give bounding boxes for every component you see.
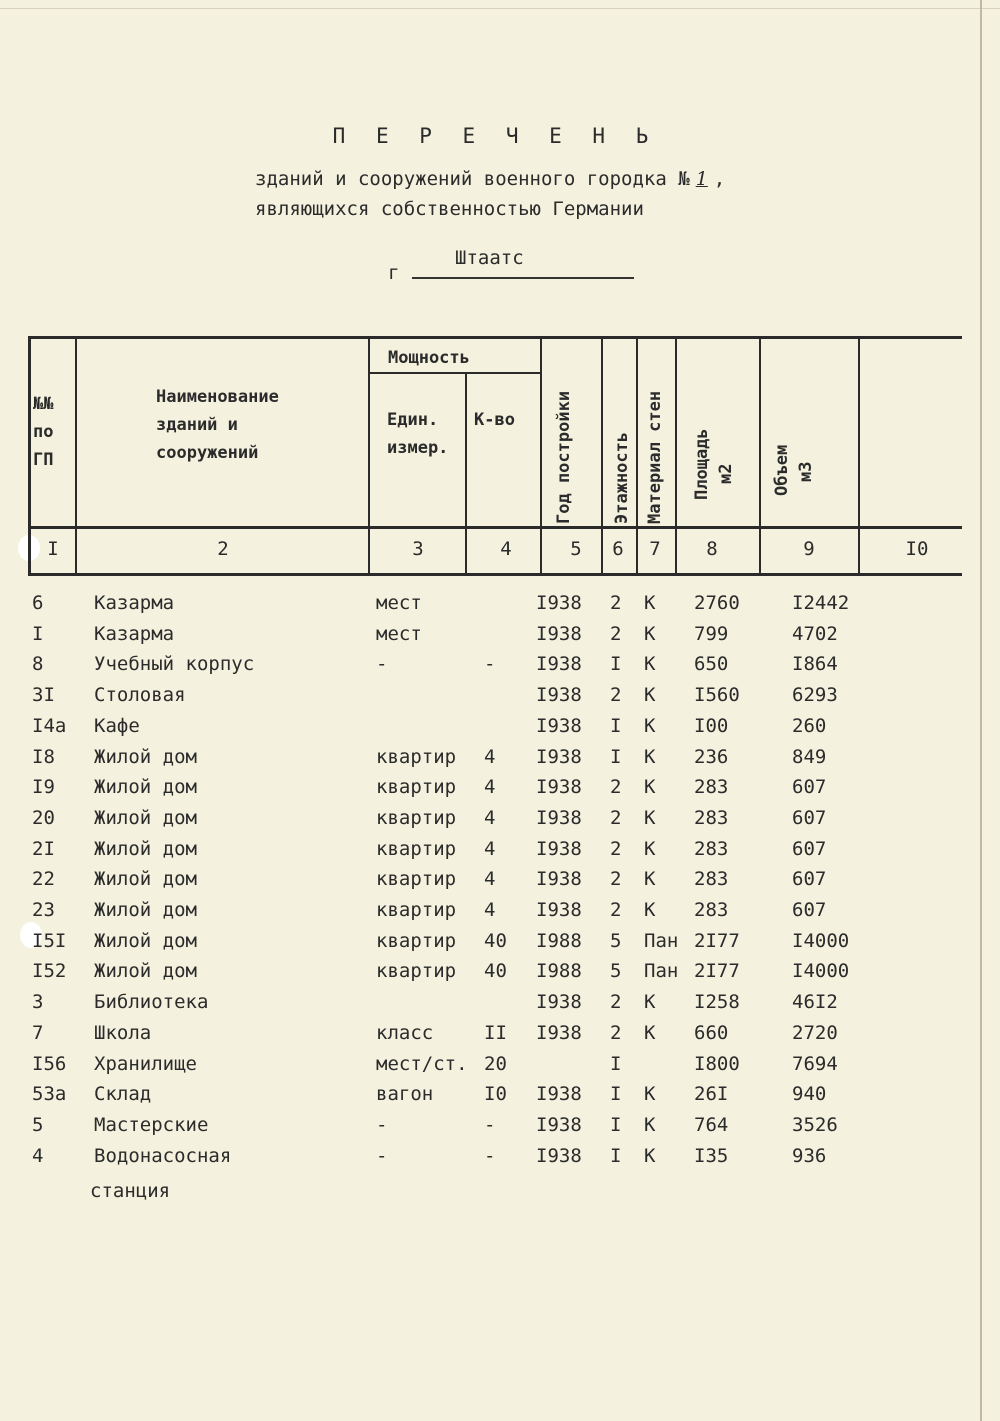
cell-num: 23 — [32, 899, 55, 921]
cell-name: Мастерские — [94, 1114, 209, 1136]
city-label: г — [388, 262, 400, 284]
cell-num: 53а — [32, 1083, 67, 1105]
cell-unit: квартир — [376, 960, 457, 982]
header-volume — [770, 445, 818, 496]
continuation-line: станция — [90, 1180, 171, 1202]
cell-floors: 2 — [610, 684, 622, 706]
col-line-10 — [858, 338, 860, 576]
cell-area: 283 — [694, 838, 729, 860]
cell-floors: 2 — [610, 991, 622, 1013]
cell-year: I938 — [536, 684, 582, 706]
cell-floors: 5 — [610, 930, 622, 952]
cell-year: I988 — [536, 960, 582, 982]
cell-num: 22 — [32, 868, 55, 890]
cell-year: I938 — [536, 592, 582, 614]
cell-name: Жилой дом — [94, 746, 197, 768]
paper-edge-right — [980, 0, 982, 1421]
cell-floors: I — [610, 1083, 622, 1105]
cell-volume: 607 — [792, 838, 827, 860]
cell-count: 4 — [484, 899, 496, 921]
cell-num: I — [32, 623, 44, 645]
cell-area: 2I77 — [694, 930, 740, 952]
cell-material: К — [644, 807, 656, 829]
cell-num: I52 — [32, 960, 67, 982]
header-name-line-1: Наименование — [156, 387, 279, 407]
document-title: П Е Р Е Ч Е Н Ь — [332, 124, 658, 148]
cell-num: 5 — [32, 1114, 44, 1136]
cell-floors: I — [610, 1053, 622, 1075]
cell-area: 799 — [694, 623, 729, 645]
cell-material: К — [644, 1114, 656, 1136]
cell-volume: 940 — [792, 1083, 827, 1105]
cell-volume: 7694 — [792, 1053, 838, 1075]
header-num-line-3: ГП — [33, 450, 54, 470]
cell-year: I938 — [536, 807, 582, 829]
cell-area: I800 — [694, 1053, 740, 1075]
cell-year: I988 — [536, 930, 582, 952]
cell-name: Водонасосная — [94, 1145, 232, 1167]
cell-name: Жилой дом — [94, 838, 197, 860]
header-unit-line-2: измер. — [387, 438, 449, 458]
cell-name: Хранилище — [94, 1053, 197, 1075]
column-number-5: 5 — [570, 538, 582, 560]
cell-num: I8 — [32, 746, 55, 768]
subtitle-line-2: являющихся собственностью Германии — [255, 198, 644, 220]
cell-area: 236 — [694, 746, 729, 768]
cell-area: I560 — [694, 684, 740, 706]
header-count: К-во — [474, 410, 515, 430]
cell-name: Школа — [94, 1022, 152, 1044]
subtitle-text: зданий и сооружений военного городка № — [255, 168, 690, 190]
cell-num: I9 — [32, 776, 55, 798]
cell-volume: 260 — [792, 715, 827, 737]
cell-area: 660 — [694, 1022, 729, 1044]
cell-year: I938 — [536, 838, 582, 860]
cell-year: I938 — [536, 868, 582, 890]
column-number-10: I0 — [905, 538, 929, 560]
cell-floors: I — [610, 653, 622, 675]
column-number-8: 8 — [706, 538, 718, 560]
cell-name: Учебный корпус — [94, 653, 255, 675]
cell-material: К — [644, 899, 656, 921]
cell-material: К — [644, 838, 656, 860]
cell-unit: квартир — [376, 930, 457, 952]
cell-area: 2I77 — [694, 960, 740, 982]
cell-material: К — [644, 991, 656, 1013]
cell-year: I938 — [536, 746, 582, 768]
cell-year: I938 — [536, 776, 582, 798]
cell-volume: 936 — [792, 1145, 827, 1167]
cell-name: Склад — [94, 1083, 152, 1105]
city-value: Штаатс — [455, 247, 524, 269]
cell-unit: квартир — [376, 838, 457, 860]
cell-unit: - — [376, 1145, 388, 1167]
cell-material: К — [644, 715, 656, 737]
cell-unit: - — [376, 1114, 388, 1136]
cell-num: 7 — [32, 1022, 44, 1044]
header-year: Год постройки — [554, 390, 574, 524]
header-num — [33, 390, 53, 474]
col-line-4 — [465, 372, 467, 576]
cell-year: I938 — [536, 899, 582, 921]
cell-volume: 607 — [792, 776, 827, 798]
cell-floors: I — [610, 746, 622, 768]
cell-unit: мест/ст. — [376, 1053, 468, 1075]
cell-area: I35 — [694, 1145, 729, 1167]
header-area-line-2: м2 — [716, 463, 736, 484]
cell-count: - — [484, 653, 496, 675]
cell-area: 764 — [694, 1114, 729, 1136]
cell-num: I4а — [32, 715, 67, 737]
cell-name: Жилой дом — [94, 776, 197, 798]
cell-material: К — [644, 776, 656, 798]
cell-floors: 2 — [610, 899, 622, 921]
cell-floors: 2 — [610, 868, 622, 890]
cell-volume: 4702 — [792, 623, 838, 645]
cell-floors: 2 — [610, 776, 622, 798]
cell-floors: 2 — [610, 623, 622, 645]
cell-volume: I864 — [792, 653, 838, 675]
cell-name: Жилой дом — [94, 868, 197, 890]
column-number-9: 9 — [803, 538, 815, 560]
cell-unit: мест — [376, 592, 422, 614]
cell-floors: 2 — [610, 838, 622, 860]
column-number-4: 4 — [500, 538, 512, 560]
cell-count: - — [484, 1114, 496, 1136]
cell-name: Жилой дом — [94, 807, 197, 829]
cell-floors: 2 — [610, 1022, 622, 1044]
town-number: 1 — [695, 168, 708, 190]
cell-volume: 849 — [792, 746, 827, 768]
cell-count: 4 — [484, 776, 496, 798]
cell-count: 20 — [484, 1053, 507, 1075]
cell-name: Жилой дом — [94, 930, 197, 952]
cell-unit: квартир — [376, 776, 457, 798]
cell-material: Пан — [644, 930, 679, 952]
cell-year: I938 — [536, 1114, 582, 1136]
cell-volume: 46I2 — [792, 991, 838, 1013]
col-line-8 — [675, 338, 677, 576]
cell-num: 3 — [32, 991, 44, 1013]
cell-material: К — [644, 868, 656, 890]
header-capacity: Мощность — [388, 348, 470, 368]
cell-material: К — [644, 746, 656, 768]
cell-unit: квартир — [376, 807, 457, 829]
col-line-5 — [540, 338, 542, 576]
cell-year: I938 — [536, 715, 582, 737]
cell-num: 4 — [32, 1145, 44, 1167]
cell-area: I00 — [694, 715, 729, 737]
cell-volume: 607 — [792, 899, 827, 921]
cell-num: 8 — [32, 653, 44, 675]
cell-unit: вагон — [376, 1083, 434, 1105]
cell-count: II — [484, 1022, 507, 1044]
subtitle-line-1 — [255, 168, 725, 190]
cell-count: 4 — [484, 807, 496, 829]
cell-unit: квартир — [376, 746, 457, 768]
cell-floors: 5 — [610, 960, 622, 982]
header-volume-line-2: м3 — [796, 461, 816, 482]
cell-count: I0 — [484, 1083, 507, 1105]
header-unit-line-1: Един. — [387, 410, 439, 430]
column-number-6: 6 — [612, 538, 624, 560]
cell-num: I5I — [32, 930, 67, 952]
col-line-2 — [75, 338, 77, 576]
cell-unit: квартир — [376, 868, 457, 890]
cell-count: 4 — [484, 746, 496, 768]
header-name — [156, 383, 279, 467]
capacity-rule — [368, 372, 540, 374]
column-number-7: 7 — [649, 538, 661, 560]
header-unit — [387, 406, 448, 462]
column-number-1: I — [47, 538, 59, 560]
header-name-line-2: зданий и — [156, 415, 238, 435]
cell-volume: 6293 — [792, 684, 838, 706]
cell-floors: 2 — [610, 807, 622, 829]
cell-name: Библиотека — [94, 991, 209, 1013]
cell-name: Казарма — [94, 592, 175, 614]
cell-floors: 2 — [610, 592, 622, 614]
header-num-line-1: №№ — [33, 394, 54, 414]
cell-material: К — [644, 592, 656, 614]
table-top-rule — [28, 336, 962, 339]
cell-area: I258 — [694, 991, 740, 1013]
cell-num: 3I — [32, 684, 55, 706]
cell-floors: I — [610, 1114, 622, 1136]
cell-name: Кафе — [94, 715, 140, 737]
cell-area: 283 — [694, 807, 729, 829]
cell-volume: 607 — [792, 807, 827, 829]
cell-material: К — [644, 653, 656, 675]
cell-area: 283 — [694, 776, 729, 798]
cell-num: 6 — [32, 592, 44, 614]
cell-volume: 3526 — [792, 1114, 838, 1136]
cell-year: I938 — [536, 1145, 582, 1167]
cell-name: Жилой дом — [94, 960, 197, 982]
cell-count: 40 — [484, 930, 507, 952]
numbers-bottom-rule — [28, 573, 962, 576]
city-underline — [412, 277, 634, 279]
cell-name: Столовая — [94, 684, 186, 706]
col-line-3 — [368, 338, 370, 576]
header-area — [690, 428, 738, 500]
cell-volume: 607 — [792, 868, 827, 890]
paper-edge-top — [0, 8, 1000, 9]
header-area-line-1: Площадь — [692, 428, 712, 500]
header-floors: Этажность — [612, 431, 632, 524]
header-volume-line-1: Объем — [772, 444, 792, 496]
cell-area: 283 — [694, 868, 729, 890]
cell-material: К — [644, 1145, 656, 1167]
cell-year: I938 — [536, 1083, 582, 1105]
cell-year: I938 — [536, 653, 582, 675]
cell-unit: - — [376, 653, 388, 675]
cell-name: Жилой дом — [94, 899, 197, 921]
cell-material: К — [644, 684, 656, 706]
cell-area: 2760 — [694, 592, 740, 614]
cell-unit: класс — [376, 1022, 434, 1044]
cell-unit: квартир — [376, 899, 457, 921]
header-name-line-3: сооружений — [156, 443, 259, 463]
cell-unit: мест — [376, 623, 422, 645]
cell-count: 4 — [484, 838, 496, 860]
cell-num: I56 — [32, 1053, 67, 1075]
cell-count: - — [484, 1145, 496, 1167]
cell-area: 26I — [694, 1083, 729, 1105]
column-number-3: 3 — [412, 538, 424, 560]
cell-year: I938 — [536, 1022, 582, 1044]
cell-count: 4 — [484, 868, 496, 890]
cell-year: I938 — [536, 991, 582, 1013]
cell-name: Казарма — [94, 623, 175, 645]
cell-volume: I2442 — [792, 592, 850, 614]
cell-material: К — [644, 1083, 656, 1105]
column-number-2: 2 — [217, 538, 229, 560]
cell-material: К — [644, 623, 656, 645]
col-line-9 — [759, 338, 761, 576]
cell-num: 2I — [32, 838, 55, 860]
header-material: Материал стен — [645, 390, 665, 524]
cell-volume: I4000 — [792, 960, 850, 982]
cell-count: 40 — [484, 960, 507, 982]
cell-num: 20 — [32, 807, 55, 829]
cell-volume: I4000 — [792, 930, 850, 952]
header-num-line-2: по — [33, 422, 54, 442]
cell-material: Пан — [644, 960, 679, 982]
col-line-1 — [28, 338, 31, 576]
cell-area: 650 — [694, 653, 729, 675]
cell-area: 283 — [694, 899, 729, 921]
cell-floors: I — [610, 1145, 622, 1167]
cell-material: К — [644, 1022, 656, 1044]
cell-volume: 2720 — [792, 1022, 838, 1044]
cell-floors: I — [610, 715, 622, 737]
cell-year: I938 — [536, 623, 582, 645]
subtitle-comma: , — [713, 168, 726, 190]
header-bottom-rule — [28, 526, 962, 529]
